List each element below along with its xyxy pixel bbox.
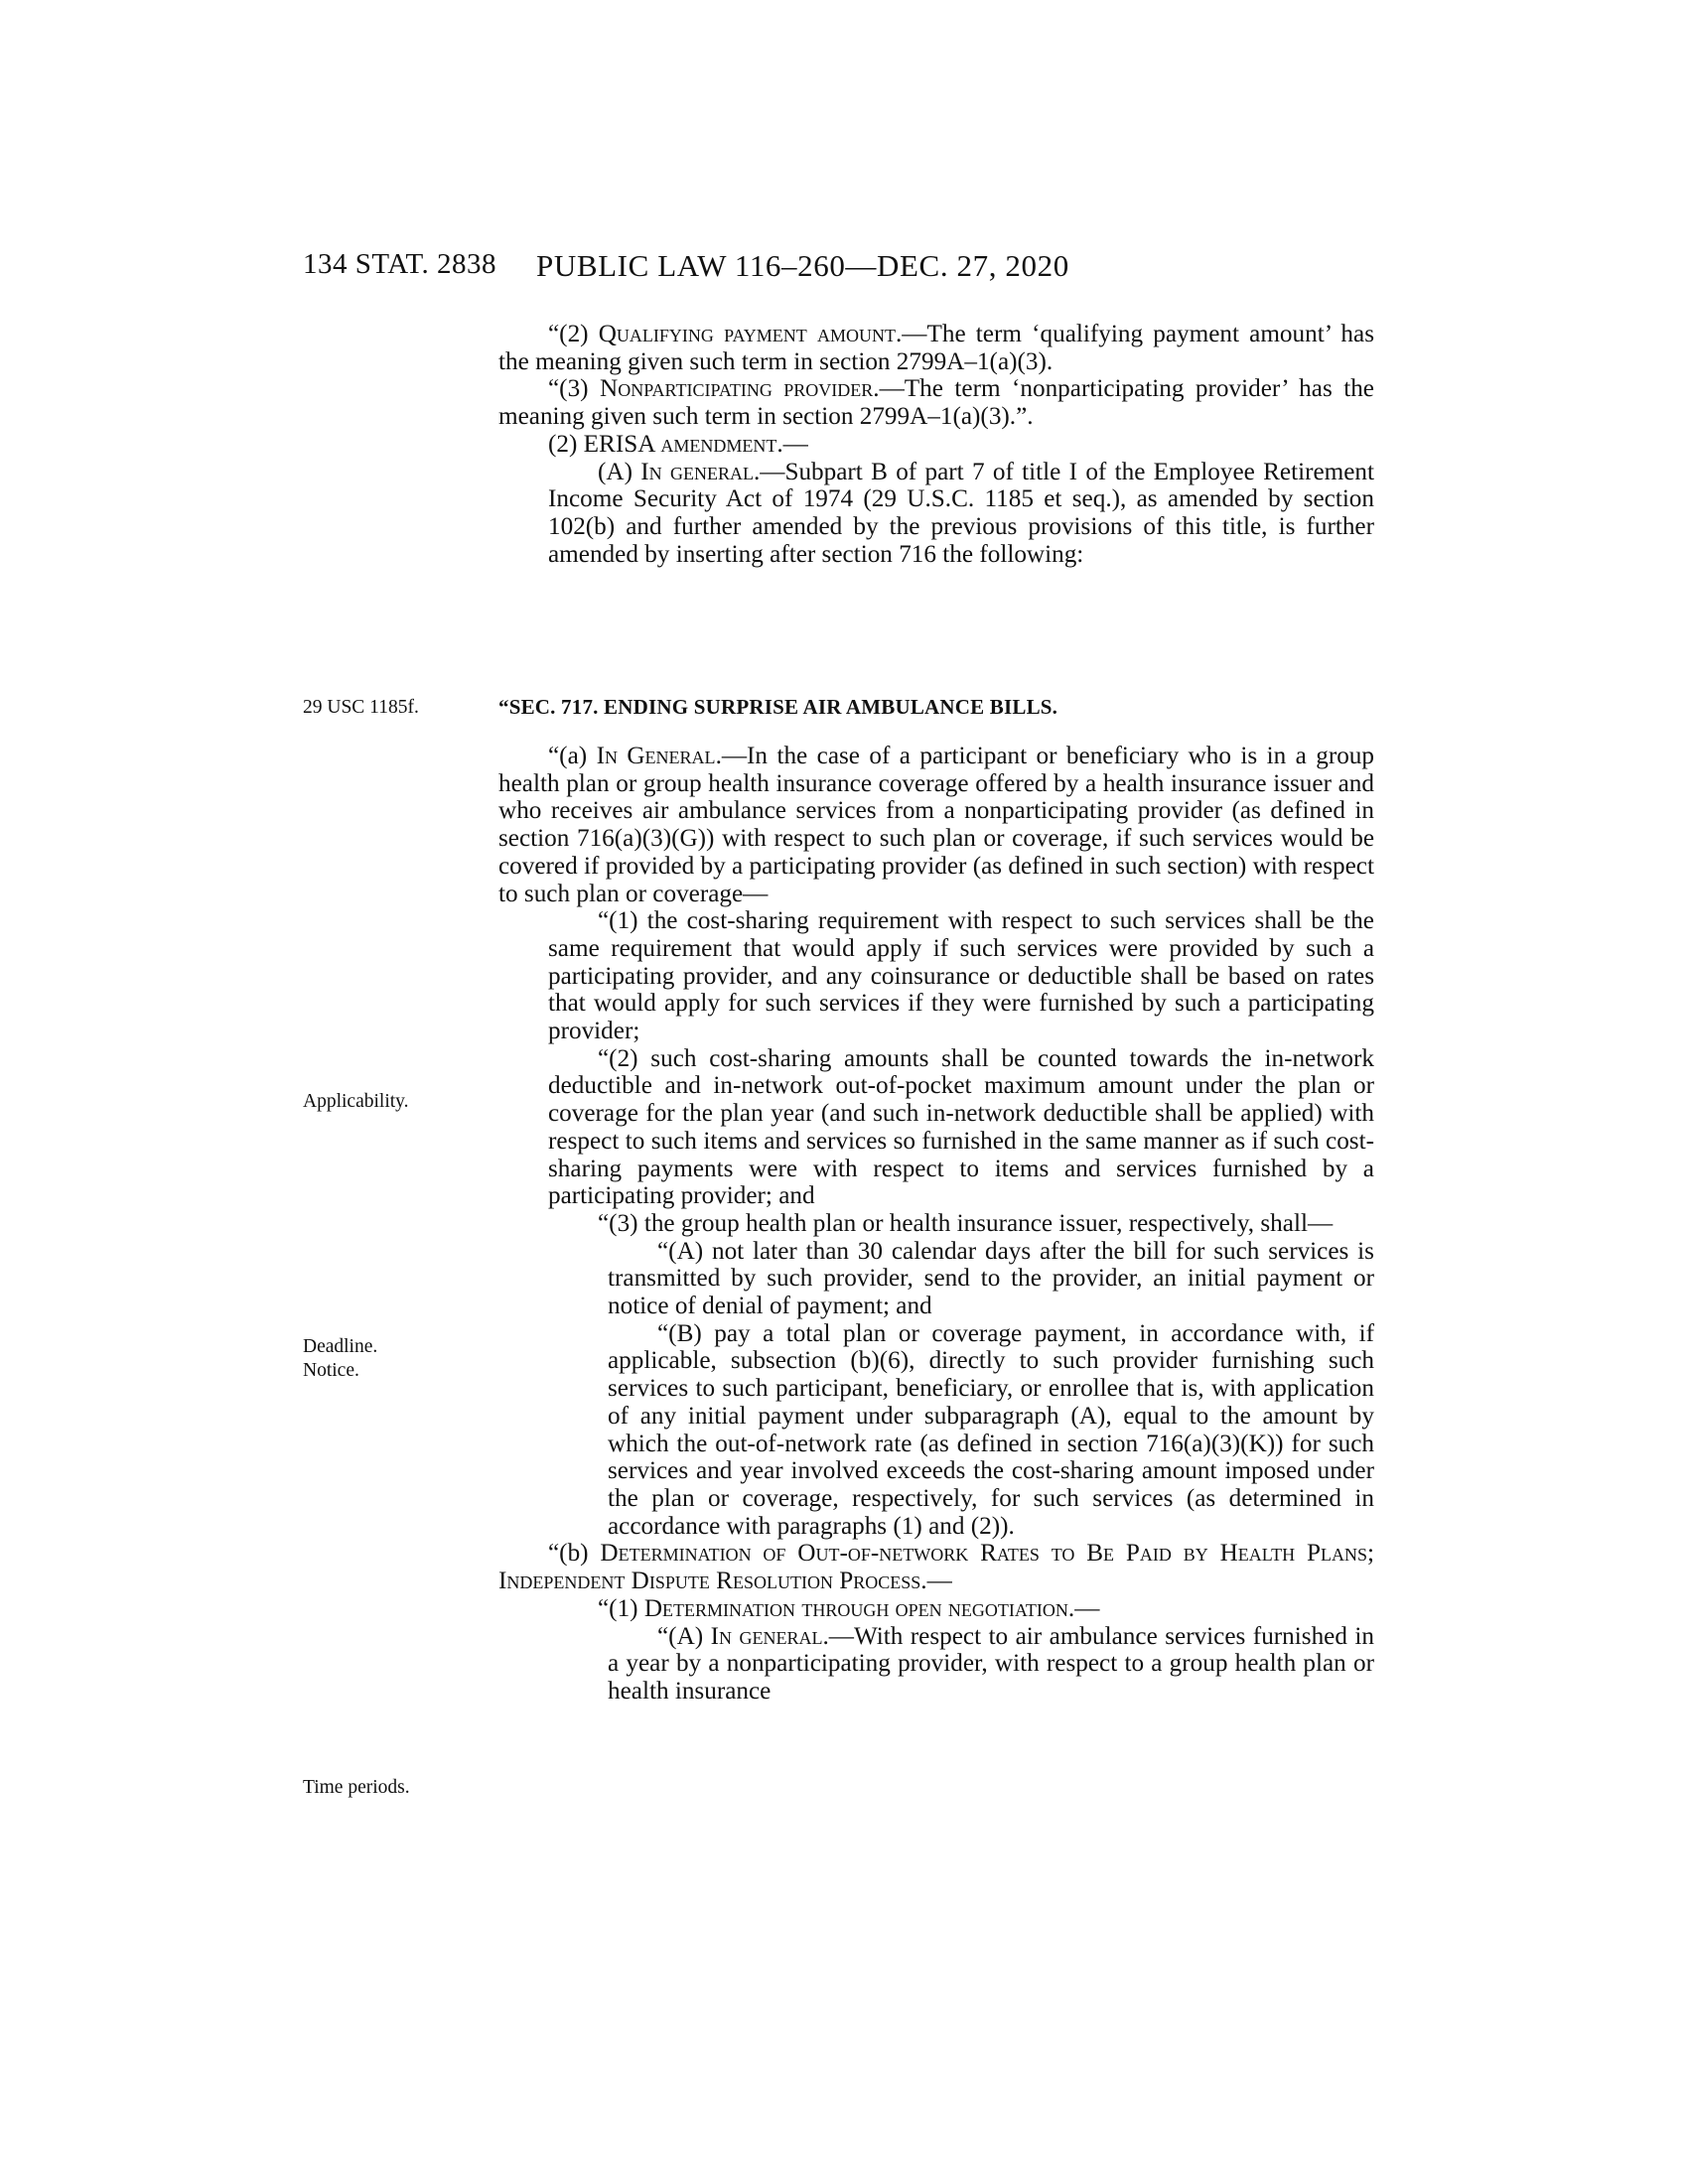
paragraph-body: .—With respect to air ambulance services furnished in a year by a nonparticipating provider, with respect to a group health plan or health insurance [608, 1622, 1374, 1705]
paragraph-dash: .— [776, 430, 808, 458]
subparagraph-b1a [498, 1623, 1374, 1706]
paragraph-number: “(a) [548, 743, 597, 769]
paragraph-number: “(1) [598, 1594, 644, 1622]
margin-note-usc-citation: 29 USC 1185f. [303, 697, 419, 718]
paragraph-dash: .— [920, 1568, 952, 1595]
margin-note-applicability: Applicability. [303, 1091, 409, 1112]
section-heading: “SEC. 717. ENDING SURPRISE AIR AMBULANCE BILLS. [498, 695, 1058, 719]
stat-page-number: 134 STAT. 2838 [303, 248, 497, 280]
paragraph-nonparticipating-provider [498, 375, 1374, 430]
paragraph-body: .—In the case of a participant or beneficiary who is in a group health plan or group health insurance coverage offered by a health insurance issuer and who receives air ambulance services from a nonparticipating provider (as defined in section 716(a)(3)(G)) with respect to such plan or coverage, if such services would be covered if provided by a participating provider (as defined in such section) with respect to such plan or coverage— [498, 743, 1374, 907]
subparagraph-in-general [498, 459, 1374, 569]
paragraph-erisa-amendment [498, 431, 1374, 459]
section-body [498, 743, 1374, 1706]
paragraph-number: “(2) [548, 321, 599, 347]
paragraph-heading: In general [710, 1622, 823, 1650]
paragraph-heading: Determination through open negotiation [643, 1594, 1068, 1622]
paragraph-2: “(2) such cost-sharing amounts shall be counted towards the in-network deductible and in-network out-of-pocket maximum amount under the plan or coverage for the plan year (and such in-network deductible shall be applied) with respect to such items and services so furnished in the same manner as if such cost-sharing payments were with respect to items and services furnished by a participating provider; and [548, 1044, 1374, 1210]
paragraph-heading: amendment [660, 430, 777, 458]
paragraph-number: (2) ERISA [548, 430, 661, 458]
paragraph-number: (A) [598, 458, 641, 485]
paragraph-body: .—Subpart B of part 7 of title I of the Employee Retirement Income Security Act of 1974 (29 U.S.C. 1185 et seq.), as amended by section 102(b) and further amended by the previous provisions of this title, is further amended by inserting after section 716 the following: [548, 458, 1375, 568]
paragraph-body: .—The term ‘nonparticipating provider’ has the meaning given such term in section 2799A–1(a)(3).”. [498, 375, 1374, 431]
margin-note-time-periods: Time periods. [303, 1777, 410, 1798]
subsection-b [498, 1540, 1374, 1594]
paragraph-b1 [498, 1595, 1374, 1623]
paragraph-number: “(A) [657, 1622, 711, 1650]
paragraph-qualifying-payment-amount [498, 321, 1374, 375]
subparagraph-3b: “(B) pay a total plan or coverage payment, in accordance with, if applicable, subsection (b)(6), directly to such provider furnishing such services to such participant, beneficiary, or enrollee that is, with application of any initial payment under subparagraph (A), equal to the amount by which the out-of-network rate (as defined in section 716(a)(3)(K)) for such services and year involved exceeds the cost-sharing amount imposed under the plan or coverage, respectively, for such services (as determined in accordance with paragraphs (1) and (2)). [608, 1319, 1374, 1540]
margin-note-deadline: Deadline. [303, 1336, 378, 1357]
definitions-block [498, 321, 1374, 568]
paragraph-heading: Qualifying payment amount [598, 321, 896, 347]
subsection-a [498, 743, 1374, 907]
paragraph-dash: .— [1067, 1594, 1100, 1622]
paragraph-number: “(3) [548, 375, 601, 403]
running-title: PUBLIC LAW 116–260—DEC. 27, 2020 [536, 248, 1069, 283]
paragraph-heading: In General [596, 743, 716, 769]
paragraph-body: .—The term ‘qualifying payment amount’ has the meaning given such term in section 2799A–1(a)(3). [498, 321, 1374, 375]
subparagraph-3a: “(A) not later than 30 calendar days after the bill for such services is transmitted by such provider, send to the provider, an initial payment or notice of denial of payment; and [608, 1237, 1374, 1320]
margin-note-notice: Notice. [303, 1360, 359, 1381]
paragraph-heading: Determination of Out-of-network Rates to Be Paid by Health Plans; Independent Dispute Resolution Process [498, 1540, 1374, 1595]
paragraph-heading: Nonparticipating provider [600, 375, 874, 403]
paragraph-1: “(1) the cost-sharing requirement with respect to such services shall be the same requirement that would apply if such services were provided by such a participating provider, and any coinsurance or deductible shall be based on rates that would apply for such services if they were furnished by such a participating provider; [548, 907, 1374, 1045]
paragraph-number: “(b) [548, 1540, 601, 1568]
paragraph-heading: In general [640, 458, 754, 485]
paragraph-3: “(3) the group health plan or health insurance issuer, respectively, shall— [598, 1209, 1334, 1237]
